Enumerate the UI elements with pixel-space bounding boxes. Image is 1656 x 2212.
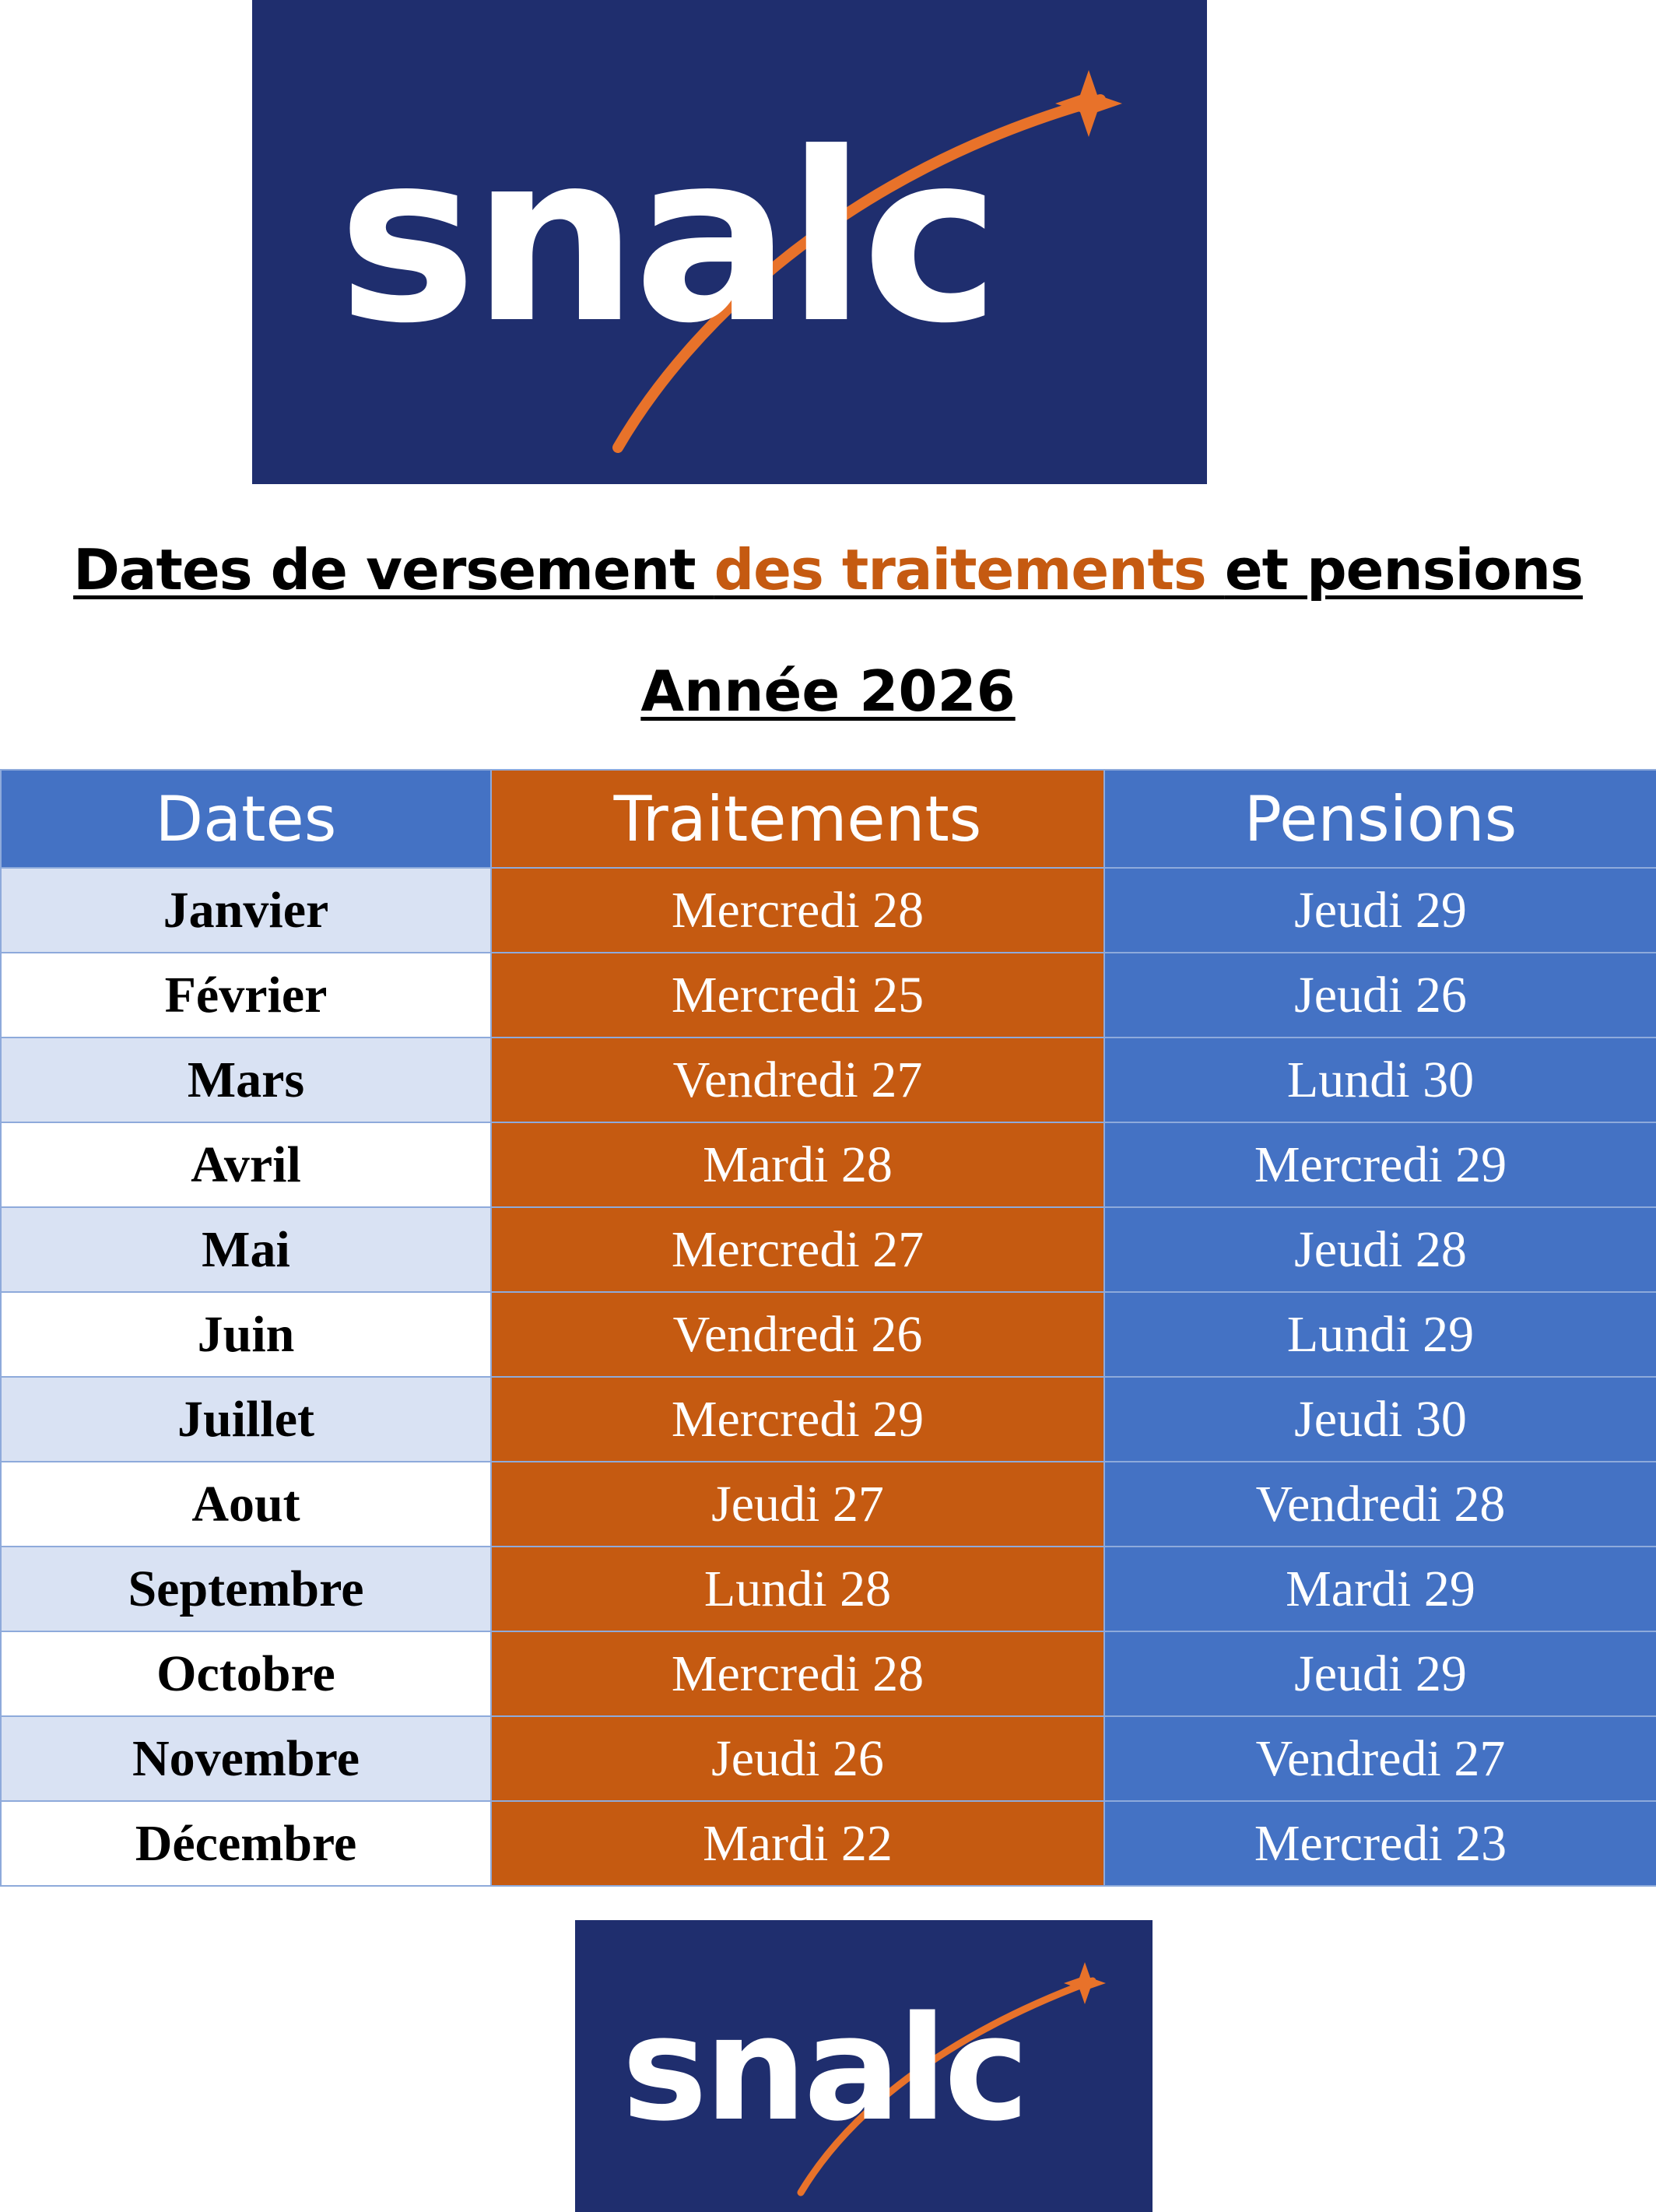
traitement-cell: Lundi 28 <box>491 1547 1104 1631</box>
traitement-cell: Mercredi 27 <box>491 1207 1104 1292</box>
table-row <box>1 1038 1656 1122</box>
month-cell: Septembre <box>1 1547 491 1631</box>
pension-cell: Jeudi 30 <box>1104 1377 1656 1462</box>
traitement-cell: Mardi 28 <box>491 1122 1104 1207</box>
pension-cell: Jeudi 26 <box>1104 953 1656 1038</box>
table-row <box>1 1377 1656 1462</box>
title-part-2: des traitements <box>714 537 1225 602</box>
traitement-cell: Mercredi 25 <box>491 953 1104 1038</box>
month-cell: Juin <box>1 1292 491 1377</box>
month-cell: Décembre <box>1 1801 491 1886</box>
traitement-cell: Mercredi 28 <box>491 868 1104 953</box>
month-cell: Mars <box>1 1038 491 1122</box>
traitement-cell: Jeudi 27 <box>491 1462 1104 1547</box>
traitement-cell: Vendredi 27 <box>491 1038 1104 1122</box>
month-cell: Octobre <box>1 1631 491 1716</box>
table-row <box>1 1122 1656 1207</box>
pension-cell: Vendredi 27 <box>1104 1716 1656 1801</box>
traitement-cell: Mercredi 29 <box>491 1377 1104 1462</box>
header-traitements: Traitements <box>491 770 1104 868</box>
svg-text:snalc: snalc <box>338 103 996 374</box>
month-cell: Janvier <box>1 868 491 953</box>
pension-cell: Vendredi 28 <box>1104 1462 1656 1547</box>
table-row <box>1 1801 1656 1886</box>
title-part-3: et pensions <box>1224 537 1583 602</box>
table-header-row <box>1 770 1656 868</box>
month-cell: Avril <box>1 1122 491 1207</box>
table-row <box>1 1207 1656 1292</box>
month-cell: Juillet <box>1 1377 491 1462</box>
table-row <box>1 1631 1656 1716</box>
traitement-cell: Mardi 22 <box>491 1801 1104 1886</box>
pension-cell: Mardi 29 <box>1104 1547 1656 1631</box>
table-row <box>1 1716 1656 1801</box>
year-title: Année 2026 <box>640 658 1016 724</box>
table-row <box>1 868 1656 953</box>
table-row <box>1 953 1656 1038</box>
pension-cell: Mercredi 29 <box>1104 1122 1656 1207</box>
pension-cell: Mercredi 23 <box>1104 1801 1656 1886</box>
table-row <box>1 1462 1656 1547</box>
header-dates: Dates <box>1 770 491 868</box>
snalc-logo-top <box>252 0 1207 484</box>
month-cell: Mai <box>1 1207 491 1292</box>
svg-text:snalc: snalc <box>622 1985 1026 2153</box>
month-cell: Novembre <box>1 1716 491 1801</box>
month-cell: Aout <box>1 1462 491 1547</box>
title-part-1: Dates de versement <box>73 537 714 602</box>
traitement-cell: Jeudi 26 <box>491 1716 1104 1801</box>
pension-cell: Jeudi 28 <box>1104 1207 1656 1292</box>
traitement-cell: Vendredi 26 <box>491 1292 1104 1377</box>
traitement-cell: Mercredi 28 <box>491 1631 1104 1716</box>
snalc-logo-graphic <box>575 1920 1153 2212</box>
pension-cell: Jeudi 29 <box>1104 1631 1656 1716</box>
pension-cell: Jeudi 29 <box>1104 868 1656 953</box>
header-pensions: Pensions <box>1104 770 1656 868</box>
snalc-logo-bottom <box>575 1920 1153 2212</box>
pension-cell: Lundi 30 <box>1104 1038 1656 1122</box>
snalc-logo-graphic <box>252 0 1207 484</box>
month-cell: Février <box>1 953 491 1038</box>
table-row <box>1 1292 1656 1377</box>
schedule-table <box>0 769 1656 1887</box>
table-row <box>1 1547 1656 1631</box>
page-title <box>0 537 1656 602</box>
pension-cell: Lundi 29 <box>1104 1292 1656 1377</box>
